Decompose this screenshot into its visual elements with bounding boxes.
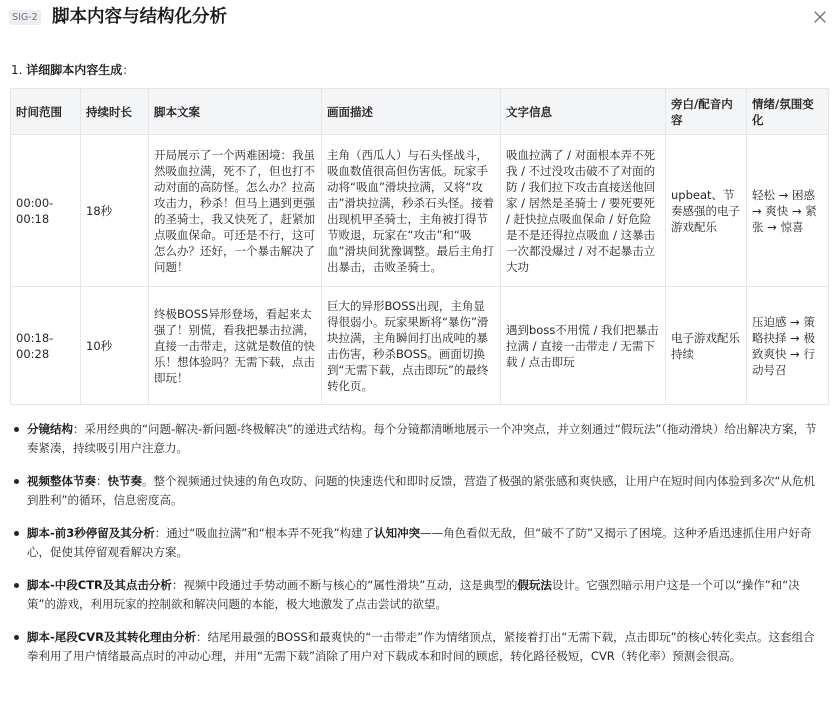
close-icon[interactable] [813, 10, 827, 24]
table-row [11, 287, 829, 405]
cell-time: 00:00-00:18 [11, 135, 81, 287]
table-header-row [11, 89, 829, 135]
cell-mood: 压迫感 → 策略抉择 → 极致爽快 → 行动号召 [747, 287, 829, 405]
cell-duration: 18秒 [81, 135, 149, 287]
header-duration: 持续时长 [81, 89, 149, 135]
header-voiceover: 旁白/配音内容 [666, 89, 747, 135]
header-script-copy: 脚本文案 [149, 89, 322, 135]
cell-copy: 开局展示了一个两难困境：我虽然吸血拉满，死不了，但也打不动对面的高防怪。怎么办？拉高攻击力，秒杀！但马上遇到更强的圣骑士，我又快死了，赶紧加点吸血保命。可还是不行，这可怎么办？还好，一个暴击解决了问题！ [149, 135, 322, 287]
header-mood: 情绪/氛围变化 [747, 89, 829, 135]
cell-visual: 主角（西瓜人）与石头怪战斗，吸血数值很高但伤害低。玩家手动将“吸血”滑块拉满，又将“攻击”滑块拉满，秒杀石头怪。接着出现机甲圣骑士，主角被打得节节败退，玩家在“攻击”和“吸血”滑块间犹豫调整。最后主角打出暴击，击败圣骑士。 [322, 135, 501, 287]
cell-voice: upbeat、节奏感强的电子游戏配乐 [666, 135, 747, 287]
header-visual-description: 画面描述 [322, 89, 501, 135]
cell-text: 吸血拉满了 / 对面根本弄不死我 / 不过没攻击破不了对面的防 / 我们拉下攻击直接送他回家 / 居然是圣骑士 / 要死要死 / 赶快拉点吸血保命 / 好危险是不是还得拉点吸血 / 这暴击一次都没爆过 / 对不起暴击立大功 [501, 135, 666, 287]
page-title: 脚本内容与结构化分析 [52, 7, 227, 27]
section-title: 1. 详细脚本内容生成： [11, 63, 135, 77]
analysis-list [11, 420, 826, 680]
cell-visual: 巨大的异形BOSS出现，主角显得很弱小。玩家果断将“暴伤”滑块拉满，主角瞬间打出成吨的暴击伤害，秒杀BOSS。画面切换到“无需下载，点击即玩”的最终转化页。 [322, 287, 501, 405]
table-row [11, 135, 829, 287]
cell-copy: 终极BOSS异形登场，看起来太强了！别慌，看我把暴击拉满，直接一击带走，这就是数值的快乐！想体验吗？无需下载，点击即玩！ [149, 287, 322, 405]
cell-time: 00:18-00:28 [11, 287, 81, 405]
analysis-item-ctr: 脚本-中段CTR及其点击分析：视频中段通过手势动画不断与核心的“属性滑块”互动，这是典型的假玩法设计。它强烈暗示用户这是一个可以“操作”和“决策”的游戏，利用玩家的控制欲和解决问题的本能，极大地激发了点击尝试的欲望。 [11, 576, 826, 614]
analysis-item-storyboard: 分镜结构：采用经典的“问题-解决-新问题-终极解决”的递进式结构。每个分镜都清晰地展示一个冲突点，并立刻通过“假玩法”（拖动滑块）给出解决方案，节奏紧凑，持续吸引用户注意力。 [11, 420, 826, 458]
dialog-header [0, 0, 839, 36]
cell-duration: 10秒 [81, 287, 149, 405]
script-table [10, 88, 829, 405]
analysis-item-cvr: 脚本-尾段CVR及其转化理由分析：结尾用最强的BOSS和最爽快的“一击带走”作为情绪顶点，紧接着打出“无需下载，点击即玩”的核心转化卖点。这套组合拳利用了用户情绪最高点时的冲动心理，并用“无需下载”消除了用户对下载成本和时间的顾虑，转化路径极短，CVR（转化率）预测会很高。 [11, 628, 826, 666]
header-text-info: 文字信息 [501, 89, 666, 135]
header-time-range: 时间范围 [11, 89, 81, 135]
cell-text: 遇到boss不用慌 / 我们把暴击拉满 / 直接一击带走 / 无需下载 / 点击即玩 [501, 287, 666, 405]
analysis-item-first-3s: 脚本-前3秒停留及其分析：通过“吸血拉满”和“根本弄不死我”构建了认知冲突——角色看似无敌，但“破不了防”又揭示了困境。这种矛盾迅速抓住用户好奇心，促使其停留观看解决方案。 [11, 524, 826, 562]
cell-voice: 电子游戏配乐持续 [666, 287, 747, 405]
analysis-item-rhythm: 视频整体节奏：快节奏。整个视频通过快速的角色攻防、问题的快速迭代和即时反馈，营造了极强的紧张感和爽快感，让用户在短时间内体验到多次“从危机到胜利”的循环，信息密度高。 [11, 472, 826, 510]
cell-mood: 轻松 → 困惑 → 爽快 → 紧张 → 惊喜 [747, 135, 829, 287]
sig-badge: SIG-2 [9, 10, 41, 25]
